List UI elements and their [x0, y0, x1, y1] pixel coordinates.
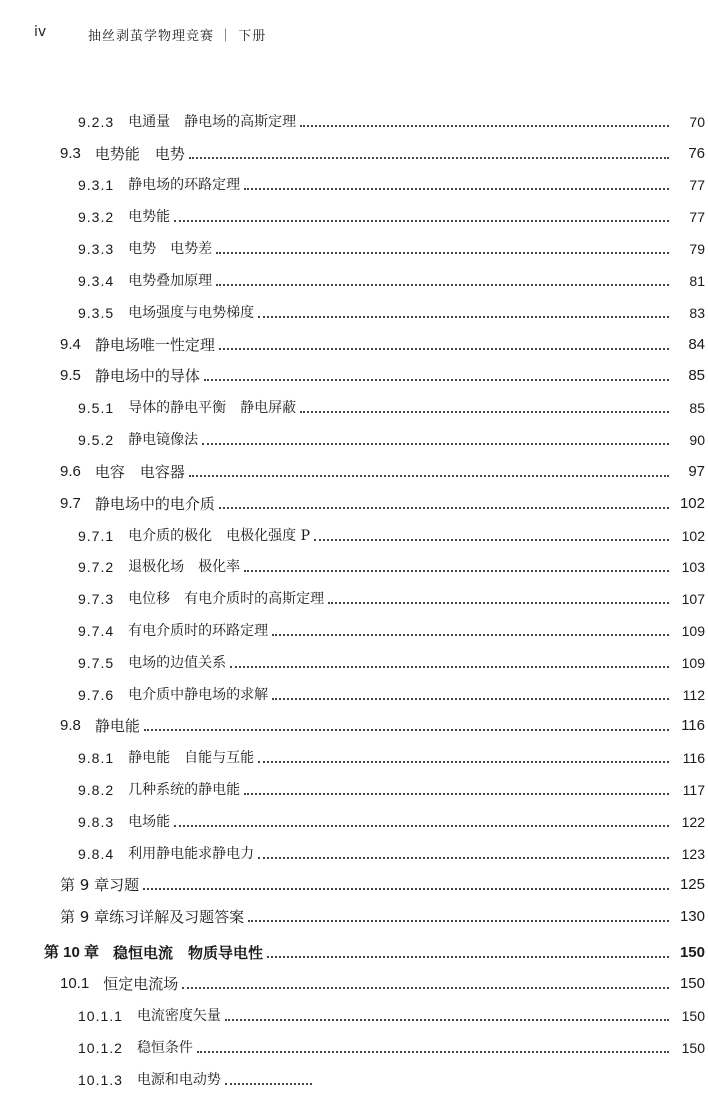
- section-title: 电介质中静电场的求解: [128, 687, 269, 703]
- toc-entry[interactable]: [78, 581, 705, 609]
- dot-leader: [258, 857, 669, 859]
- dot-leader: [328, 602, 669, 604]
- toc-entry[interactable]: [60, 867, 705, 895]
- page-ref: 150: [679, 944, 705, 961]
- page-ref: 79: [689, 241, 705, 257]
- page-ref: 81: [689, 273, 705, 289]
- page-ref: 117: [682, 782, 705, 798]
- toc-entry[interactable]: [78, 998, 705, 1026]
- dot-leader: [216, 284, 669, 286]
- toc-entry[interactable]: [60, 708, 705, 736]
- section-title: 几种系统的静电能: [128, 782, 241, 798]
- toc-entry[interactable]: [60, 358, 705, 386]
- page-header: [0, 0, 708, 60]
- page-ref: 77: [689, 177, 705, 193]
- section-title: 有电介质时的环路定理: [128, 623, 269, 639]
- page-ref: 90: [689, 432, 705, 448]
- dot-leader: [219, 507, 669, 509]
- toc-entry[interactable]: [78, 390, 705, 418]
- section-title: 静电场中的电介质: [94, 495, 215, 513]
- section-number: 9.6: [60, 463, 81, 480]
- dot-leader: [144, 729, 669, 731]
- section-number: 9.3.4: [78, 273, 115, 289]
- toc-entry[interactable]: [78, 740, 705, 768]
- section-number: 9.7.4: [78, 623, 115, 639]
- section-number: 9.2.3: [78, 114, 115, 130]
- section-number: 9.3.5: [78, 305, 115, 321]
- toc-entry[interactable]: [60, 486, 705, 514]
- page-ref: 112: [682, 687, 705, 703]
- section-title: 电势能 电势: [94, 145, 185, 163]
- section-title: 静电能: [94, 717, 140, 735]
- dot-leader: [244, 188, 669, 190]
- toc-entry[interactable]: [78, 199, 705, 227]
- section-title: 退极化场 极化率: [128, 559, 241, 575]
- section-title: 静电场中的导体: [94, 367, 200, 385]
- dot-leader: [225, 1019, 669, 1021]
- page-ref: 102: [679, 495, 705, 512]
- section-title: 电源和电动势: [136, 1072, 221, 1088]
- toc-entry[interactable]: [78, 1062, 348, 1090]
- section-number: 9.7.6: [78, 687, 115, 703]
- dot-leader: [300, 125, 669, 127]
- dot-leader: [143, 888, 669, 890]
- section-number: 9.7.5: [78, 655, 115, 671]
- dot-leader: [300, 411, 669, 413]
- section-title: 电位移 有电介质时的高斯定理: [128, 591, 325, 607]
- section-title: 电容 电容器: [94, 463, 185, 481]
- page-ref: 130: [679, 908, 705, 925]
- page-ref: 109: [681, 623, 705, 639]
- page-ref: 150: [681, 1040, 705, 1056]
- section-number: 9.7.2: [78, 559, 115, 575]
- dot-leader: [258, 316, 669, 318]
- toc-entry[interactable]: [78, 104, 705, 132]
- toc-entry[interactable]: [78, 836, 705, 864]
- section-title: 电势能: [128, 209, 171, 225]
- section-number: 9.7: [60, 495, 81, 512]
- section-number: 9.8.2: [78, 782, 115, 798]
- section-number: 9.3.3: [78, 241, 115, 257]
- dot-leader: [197, 1051, 669, 1053]
- toc-entry[interactable]: [78, 167, 705, 195]
- dot-leader: [244, 570, 669, 572]
- toc-entry[interactable]: [60, 327, 705, 355]
- toc-entry[interactable]: [60, 136, 705, 164]
- page-ref: 125: [679, 876, 705, 893]
- dot-leader: [244, 793, 669, 795]
- dot-leader: [219, 348, 669, 350]
- dot-leader: [314, 539, 669, 541]
- page-ref: 150: [681, 1008, 705, 1024]
- section-title: 静电镜像法: [128, 432, 199, 448]
- section-title: 电场强度与电势梯度: [128, 305, 255, 321]
- dot-leader: [182, 987, 669, 989]
- page-ref: 77: [689, 209, 705, 225]
- section-title: 第 9 章练习详解及习题答案: [60, 908, 245, 926]
- section-title: 电场的边值关系: [128, 655, 227, 671]
- section-title: 静电能 自能与互能: [128, 750, 255, 766]
- toc-entry[interactable]: [78, 231, 705, 259]
- dot-leader: [216, 252, 669, 254]
- dot-leader: [267, 956, 669, 958]
- section-number: 9.3: [60, 145, 81, 162]
- book-title: 抽丝剥茧学物理竞赛 ｜ 下册: [88, 29, 267, 44]
- page-ref: 84: [688, 336, 705, 353]
- section-number: 10.1.1: [78, 1008, 123, 1024]
- section-title: 第 9 章习题: [60, 876, 140, 894]
- toc-entry[interactable]: [78, 772, 705, 800]
- section-number: 9.8.1: [78, 750, 115, 766]
- dot-leader: [272, 634, 669, 636]
- dot-leader: [225, 1083, 312, 1085]
- page-ref: 116: [682, 750, 705, 766]
- page-ref: 122: [681, 814, 705, 830]
- section-title: 电流密度矢量: [136, 1008, 221, 1024]
- chapter-number: 第 10 章: [44, 944, 100, 961]
- section-title: 静电场的环路定理: [128, 177, 241, 193]
- toc-entry[interactable]: [78, 422, 705, 450]
- section-number: 9.3.1: [78, 177, 115, 193]
- section-number: 9.8.3: [78, 814, 115, 830]
- page-ref: 70: [689, 114, 705, 130]
- toc-entry[interactable]: [78, 295, 705, 323]
- page-ref: 107: [681, 591, 705, 607]
- section-number: 10.1.3: [78, 1072, 123, 1088]
- toc-entry[interactable]: [60, 966, 705, 994]
- section-number: 10.1.2: [78, 1040, 123, 1056]
- page-ref: 109: [681, 655, 705, 671]
- dot-leader: [189, 475, 669, 477]
- page-ref: 85: [689, 400, 705, 416]
- toc-entry[interactable]: [78, 263, 705, 291]
- chapter-title: 稳恒电流 物质导电性: [113, 944, 264, 962]
- dot-leader: [258, 761, 669, 763]
- toc-entry[interactable]: [60, 899, 705, 927]
- toc-entry[interactable]: [78, 549, 705, 577]
- page-ref: 85: [688, 367, 705, 384]
- section-number: 9.3.2: [78, 209, 115, 225]
- section-number: 9.5.1: [78, 400, 115, 416]
- toc-entry[interactable]: [78, 1030, 705, 1058]
- section-number: 9.7.3: [78, 591, 115, 607]
- page-ref: 83: [689, 305, 705, 321]
- toc-entry[interactable]: [78, 677, 705, 705]
- toc-entry[interactable]: [60, 454, 705, 482]
- section-number: 9.5: [60, 367, 81, 384]
- page-ref: 103: [681, 559, 705, 575]
- section-title: 利用静电能求静电力: [128, 846, 255, 862]
- dot-leader: [189, 157, 669, 159]
- dot-leader: [272, 698, 669, 700]
- toc-entry[interactable]: [78, 804, 705, 832]
- dot-leader: [174, 825, 669, 827]
- page-ref: 116: [681, 717, 705, 734]
- section-title: 导体的静电平衡 静电屏蔽: [128, 400, 297, 416]
- page-ref: 76: [688, 145, 705, 162]
- dot-leader: [230, 666, 669, 668]
- section-number: 9.8: [60, 717, 81, 734]
- page-ref: 97: [688, 463, 705, 480]
- page-ref: 123: [681, 846, 705, 862]
- section-title: 电场能: [128, 814, 171, 830]
- dot-leader: [174, 220, 669, 222]
- dot-leader: [248, 920, 669, 922]
- toc-entry[interactable]: [78, 613, 705, 641]
- page-ref: 102: [681, 528, 705, 544]
- section-title: 恒定电流场: [103, 975, 179, 993]
- section-number: 9.7.1: [78, 528, 115, 544]
- page-number: iv: [34, 24, 47, 40]
- section-number: 9.8.4: [78, 846, 115, 862]
- toc-entry[interactable]: [78, 645, 705, 673]
- toc-chapter-entry[interactable]: [44, 935, 705, 963]
- section-title: 电势叠加原理: [128, 273, 213, 289]
- section-number: 9.4: [60, 336, 81, 353]
- section-title: 电介质的极化 电极化强度 P: [128, 528, 311, 544]
- dot-leader: [204, 379, 669, 381]
- section-title: 电通量 静电场的高斯定理: [128, 114, 297, 130]
- page-ref: 150: [679, 975, 705, 992]
- section-title: 电势 电势差: [128, 241, 213, 257]
- section-number: 10.1: [60, 975, 90, 992]
- section-title: 静电场唯一性定理: [94, 336, 215, 354]
- section-title: 稳恒条件: [136, 1040, 193, 1056]
- toc-entry[interactable]: [78, 518, 705, 546]
- dot-leader: [202, 443, 669, 445]
- section-number: 9.5.2: [78, 432, 115, 448]
